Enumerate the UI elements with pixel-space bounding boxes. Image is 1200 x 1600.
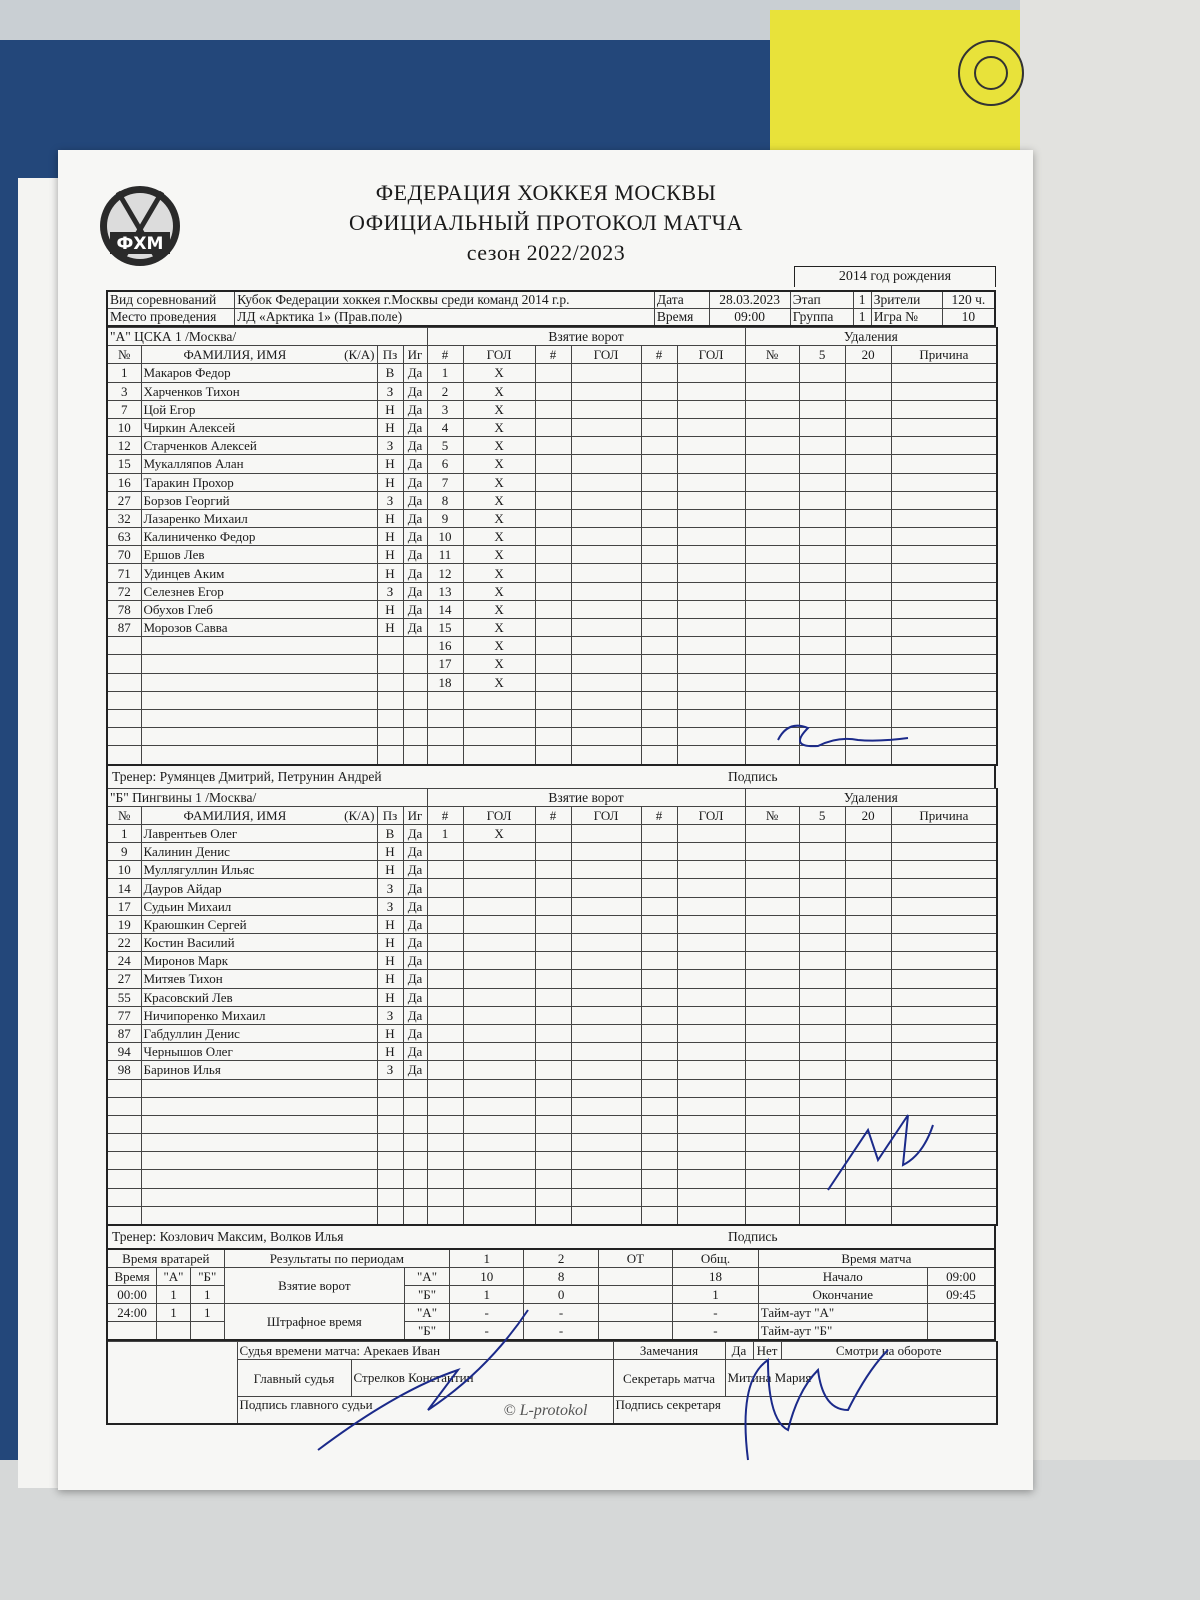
player-number: 32 [107,509,141,527]
player-name: Краюшкин Сергей [141,915,377,933]
player-position: З [377,1006,403,1024]
player-played: Да [403,509,427,527]
team-b-pen-20-header: 20 [845,806,891,824]
goal-number: 5 [427,437,463,455]
player-position: З [377,582,403,600]
match-time-header: Время матча [758,1249,995,1268]
player-position: Н [377,934,403,952]
title-protocol: ОФИЦИАЛЬНЫЙ ПРОТОКОЛ МАТЧА [349,210,743,235]
player-number: 87 [107,619,141,637]
team-a-goals-header: Взятие ворот [427,328,745,346]
player-played: Да [403,619,427,637]
team-a-ig-header: Иг [403,346,427,364]
goal-number: 8 [427,491,463,509]
start-value: 09:00 [927,1268,995,1286]
player-name: Костин Василий [141,934,377,952]
gk-row-2-a: 1 [157,1304,191,1322]
team-b-signature-label: Подпись [728,1229,778,1244]
player-name: Калинин Денис [141,843,377,861]
goal-mark: Х [463,437,535,455]
player-played: Да [403,382,427,400]
player-played: Да [403,861,427,879]
goal-number: 2 [427,382,463,400]
gk-row-2-time: 24:00 [107,1304,157,1322]
team-a-signature-label: Подпись [728,768,778,784]
goals-a-label: "А" [404,1268,449,1286]
player-name: Харченков Тихон [141,382,377,400]
team-a-gol-header: ГОЛ [677,346,745,364]
player-position: Н [377,915,403,933]
goal-mark: Х [463,546,535,564]
gk-row-2-b: 1 [190,1304,224,1322]
goals-b-p1: 1 [450,1286,524,1304]
player-number: 1 [107,364,141,382]
goals-a-total: 18 [673,1268,759,1286]
gk-time-header: Время вратарей [107,1249,224,1268]
team-a-pen-20-header: 20 [845,346,891,364]
player-name: Мукалляпов Алан [141,455,377,473]
team-b-pen-reason-header: Причина [891,806,997,824]
secretary-name: Митина Мария [725,1360,997,1397]
team-b-goals-header: Взятие ворот [427,788,745,806]
goal-number: 17 [427,655,463,673]
player-position: Н [377,970,403,988]
player-played: Да [403,952,427,970]
player-name: Калиниченко Федор [141,528,377,546]
secretary-signature-label: Подпись секретаря [613,1397,997,1425]
player-number: 27 [107,491,141,509]
team-a-gol-header: ГОЛ [463,346,535,364]
stage-label: Этап [790,291,853,309]
team-b-pen-5-header: 5 [799,806,845,824]
player-played: Да [403,528,427,546]
venue-label: Место проведения [107,309,235,327]
player-name: Баринов Илья [141,1061,377,1079]
goal-number: 1 [427,364,463,382]
player-position: Н [377,861,403,879]
player-played: Да [403,934,427,952]
player-played: Да [403,418,427,436]
goal-number: 11 [427,546,463,564]
goal-mark: Х [463,382,535,400]
goal-number: 12 [427,564,463,582]
player-number: 98 [107,1061,141,1079]
player-position: Н [377,1043,403,1061]
team-b-no-header: № [107,806,141,824]
player-name: Морозов Савва [141,619,377,637]
period-1-header: 1 [450,1249,524,1268]
goal-number: 14 [427,600,463,618]
spectators-label: Зрители [871,291,942,309]
player-number: 22 [107,934,141,952]
pen-b-label: "Б" [404,1322,449,1341]
period-2-header: 2 [524,1249,598,1268]
player-position: Н [377,455,403,473]
player-played: Да [403,970,427,988]
title-federation: ФЕДЕРАЦИЯ ХОККЕЯ МОСКВЫ [375,180,717,205]
goal-number: 13 [427,582,463,600]
goal-mark: Х [463,473,535,491]
gk-row-1-b: 1 [190,1286,224,1304]
goal-mark: Х [463,619,535,637]
player-position: З [377,1061,403,1079]
player-played: Да [403,582,427,600]
player-number: 94 [107,1043,141,1061]
player-played: Да [403,1043,427,1061]
player-number: 55 [107,988,141,1006]
timekeeper: Судья времени матча: Арекаев Иван [237,1342,613,1360]
time-value: 09:00 [709,309,790,327]
player-name: Митяев Тихон [141,970,377,988]
team-b-gol-header: ГОЛ [571,806,641,824]
player-played: Да [403,600,427,618]
player-name: Дауров Айдар [141,879,377,897]
team-a-hash-header: # [427,346,463,364]
goal-mark: Х [463,455,535,473]
player-position: З [377,437,403,455]
player-number: 16 [107,473,141,491]
player-position: Н [377,843,403,861]
goal-mark: Х [463,491,535,509]
goal-number: 1 [427,824,463,842]
team-b-coach: Тренер: Козлович Максим, Волков Илья [112,1229,344,1244]
player-number: 17 [107,897,141,915]
player-position: Н [377,952,403,970]
pen-a-p2: - [524,1304,598,1322]
player-name: Судьин Михаил [141,897,377,915]
title-season: сезон 2022/2023 [466,240,626,265]
player-number: 63 [107,528,141,546]
remarks-yes: Да [725,1342,753,1360]
pen-a-label: "А" [404,1304,449,1322]
desk-surface [1020,0,1200,1600]
player-number: 78 [107,600,141,618]
goal-number: 16 [427,637,463,655]
player-name: Цой Егор [141,400,377,418]
player-played: Да [403,473,427,491]
pen-b-total: - [673,1322,759,1341]
goal-mark: Х [463,637,535,655]
start-label: Начало [758,1268,927,1286]
player-position: Н [377,988,403,1006]
player-number: 1 [107,824,141,842]
team-a-pen-reason-header: Причина [891,346,997,364]
team-a-pen-5-header: 5 [799,346,845,364]
goal-number: 15 [427,619,463,637]
team-b-ig-header: Иг [403,806,427,824]
goal-mark: Х [463,509,535,527]
competition-label: Вид соревнований [107,291,235,309]
player-name: Ершов Лев [141,546,377,564]
team-a-pen-no-header: № [745,346,799,364]
gk-time-col: Время [107,1268,157,1286]
player-position: Н [377,418,403,436]
player-position: Н [377,1024,403,1042]
player-name: Удинцев Аким [141,564,377,582]
end-label: Окончание [758,1286,927,1304]
team-b-gol-header: ГОЛ [463,806,535,824]
player-position: Н [377,473,403,491]
team-a-pz-header: Пз [377,346,403,364]
match-protocol-sheet [58,150,1033,1490]
goal-mark: Х [463,673,535,691]
game-number-label: Игра № [871,309,942,327]
player-position: З [377,491,403,509]
player-played: Да [403,1061,427,1079]
team-a-coach: Тренер: Румянцев Дмитрий, Петрунин Андрей [112,768,382,784]
player-name: Обухов Глеб [141,600,377,618]
player-number: 87 [107,1024,141,1042]
goals-b-p2: 0 [524,1286,598,1304]
team-a-name-header: ФАМИЛИЯ, ИМЯ (К/А) [141,346,377,364]
player-played: Да [403,915,427,933]
player-number: 3 [107,382,141,400]
logo-text: ФХМ [116,234,164,254]
timeout-a-label: Тайм-аут "А" [758,1304,927,1322]
player-played: Да [403,988,427,1006]
team-b-pen-no-header: № [745,806,799,824]
chief-referee-name: Стрелков Константин [351,1360,613,1397]
player-number: 19 [107,915,141,933]
goal-mark: Х [463,564,535,582]
goal-number: 18 [427,673,463,691]
player-position: Н [377,546,403,564]
pen-a-total: - [673,1304,759,1322]
player-name: Ничипоренко Михаил [141,1006,377,1024]
secretary-label: Секретарь матча [613,1360,725,1397]
goals-a-p1: 10 [450,1268,524,1286]
team-b-name-header: ФАМИЛИЯ, ИМЯ (К/А) [141,806,377,824]
date-value: 28.03.2023 [709,291,790,309]
chief-signature-label: Подпись главного судьи [237,1397,613,1425]
player-played: Да [403,546,427,564]
goal-mark: Х [463,364,535,382]
goals-a-p2: 8 [524,1268,598,1286]
player-name: Миронов Марк [141,952,377,970]
stage-value: 1 [853,291,871,309]
gk-row-1-a: 1 [157,1286,191,1304]
player-position: З [377,879,403,897]
timeout-b-label: Тайм-аут "Б" [758,1322,927,1341]
round-stamp-icon [958,40,1024,106]
player-name: Борзов Георгий [141,491,377,509]
player-played: Да [403,1024,427,1042]
player-number: 72 [107,582,141,600]
player-played: Да [403,455,427,473]
period-results-header: Результаты по периодам [224,1249,449,1268]
overtime-header: ОТ [598,1249,672,1268]
goal-number: 3 [427,400,463,418]
player-name: Старченков Алексей [141,437,377,455]
group-label: Группа [790,309,853,327]
game-number-value: 10 [942,309,995,327]
player-name: Лазаренко Михаил [141,509,377,527]
gk-b-col: "Б" [190,1268,224,1286]
player-number: 77 [107,1006,141,1024]
pen-a-p1: - [450,1304,524,1322]
goals-b-label: "Б" [404,1286,449,1304]
player-position: Н [377,509,403,527]
team-a-penalties-header: Удаления [745,328,997,346]
handwritten-signatures-icon [58,150,1033,1490]
player-played: Да [403,564,427,582]
team-b-pz-header: Пз [377,806,403,824]
player-played: Да [403,843,427,861]
player-number: 15 [107,455,141,473]
player-played: Да [403,824,427,842]
player-number: 9 [107,843,141,861]
copyright: © L-protokol [503,1402,588,1419]
see-back: Смотри на обороте [781,1342,997,1360]
player-position: З [377,897,403,915]
remarks-label: Замечания [613,1342,725,1360]
player-played: Да [403,879,427,897]
venue-value: ЛД «Арктика 1» (Прав.поле) [235,309,655,327]
pen-b-p2: - [524,1322,598,1341]
time-label: Время [654,309,709,327]
player-name: Муллягуллин Ильяс [141,861,377,879]
player-position: Н [377,400,403,418]
competition-value: Кубок Федерации хоккея г.Москвы среди команд 2014 г.р. [235,291,655,309]
remarks-no: Нет [753,1342,781,1360]
goal-mark: Х [463,418,535,436]
player-number: 24 [107,952,141,970]
team-a-title: "А" ЦСКА 1 /Москва/ [107,328,427,346]
birth-year: 2014 год рождения [794,266,996,287]
goals-row-label: Взятие ворот [224,1268,404,1304]
team-b-hash-header: # [641,806,677,824]
goal-mark: Х [463,528,535,546]
team-a-gol-header: ГОЛ [571,346,641,364]
player-name: Красовский Лев [141,988,377,1006]
team-b-hash-header: # [535,806,571,824]
player-number: 14 [107,879,141,897]
player-number: 10 [107,418,141,436]
player-number: 10 [107,861,141,879]
goal-mark: Х [463,655,535,673]
player-name: Габдуллин Денис [141,1024,377,1042]
team-b-gol-header: ГОЛ [677,806,745,824]
pen-b-p1: - [450,1322,524,1341]
player-name: Чиркин Алексей [141,418,377,436]
player-position: В [377,824,403,842]
player-number: 27 [107,970,141,988]
spectators-value: 120 ч. [942,291,995,309]
player-position: Н [377,619,403,637]
goal-number: 7 [427,473,463,491]
player-played: Да [403,897,427,915]
player-position: В [377,364,403,382]
gk-a-col: "А" [157,1268,191,1286]
end-value: 09:45 [927,1286,995,1304]
goal-number: 6 [427,455,463,473]
goal-number: 9 [427,509,463,527]
team-b-title: "Б" Пингвины 1 /Москва/ [107,788,427,806]
player-position: З [377,382,403,400]
goal-mark: Х [463,582,535,600]
group-value: 1 [853,309,871,327]
goal-number: 4 [427,418,463,436]
team-a-hash-header: # [641,346,677,364]
player-position: Н [377,564,403,582]
player-name: Селезнев Егор [141,582,377,600]
player-number: 7 [107,400,141,418]
player-position: Н [377,600,403,618]
player-name: Лаврентьев Олег [141,824,377,842]
player-played: Да [403,1006,427,1024]
player-number: 70 [107,546,141,564]
player-name: Макаров Федор [141,364,377,382]
goals-b-total: 1 [673,1286,759,1304]
date-label: Дата [654,291,709,309]
player-number: 12 [107,437,141,455]
player-name: Чернышов Олег [141,1043,377,1061]
goal-mark: Х [463,600,535,618]
penalty-row-label: Штрафное время [224,1304,404,1341]
team-b-penalties-header: Удаления [745,788,997,806]
player-played: Да [403,400,427,418]
team-a-no-header: № [107,346,141,364]
player-played: Да [403,364,427,382]
goal-mark: Х [463,824,535,842]
team-b-hash-header: # [427,806,463,824]
player-number: 71 [107,564,141,582]
goal-number: 10 [427,528,463,546]
total-header: Общ. [673,1249,759,1268]
player-played: Да [403,437,427,455]
chief-referee-label: Главный судья [237,1360,351,1397]
team-a-hash-header: # [535,346,571,364]
player-name: Таракин Прохор [141,473,377,491]
gk-row-1-time: 00:00 [107,1286,157,1304]
goal-mark: Х [463,400,535,418]
player-position: Н [377,528,403,546]
player-played: Да [403,491,427,509]
